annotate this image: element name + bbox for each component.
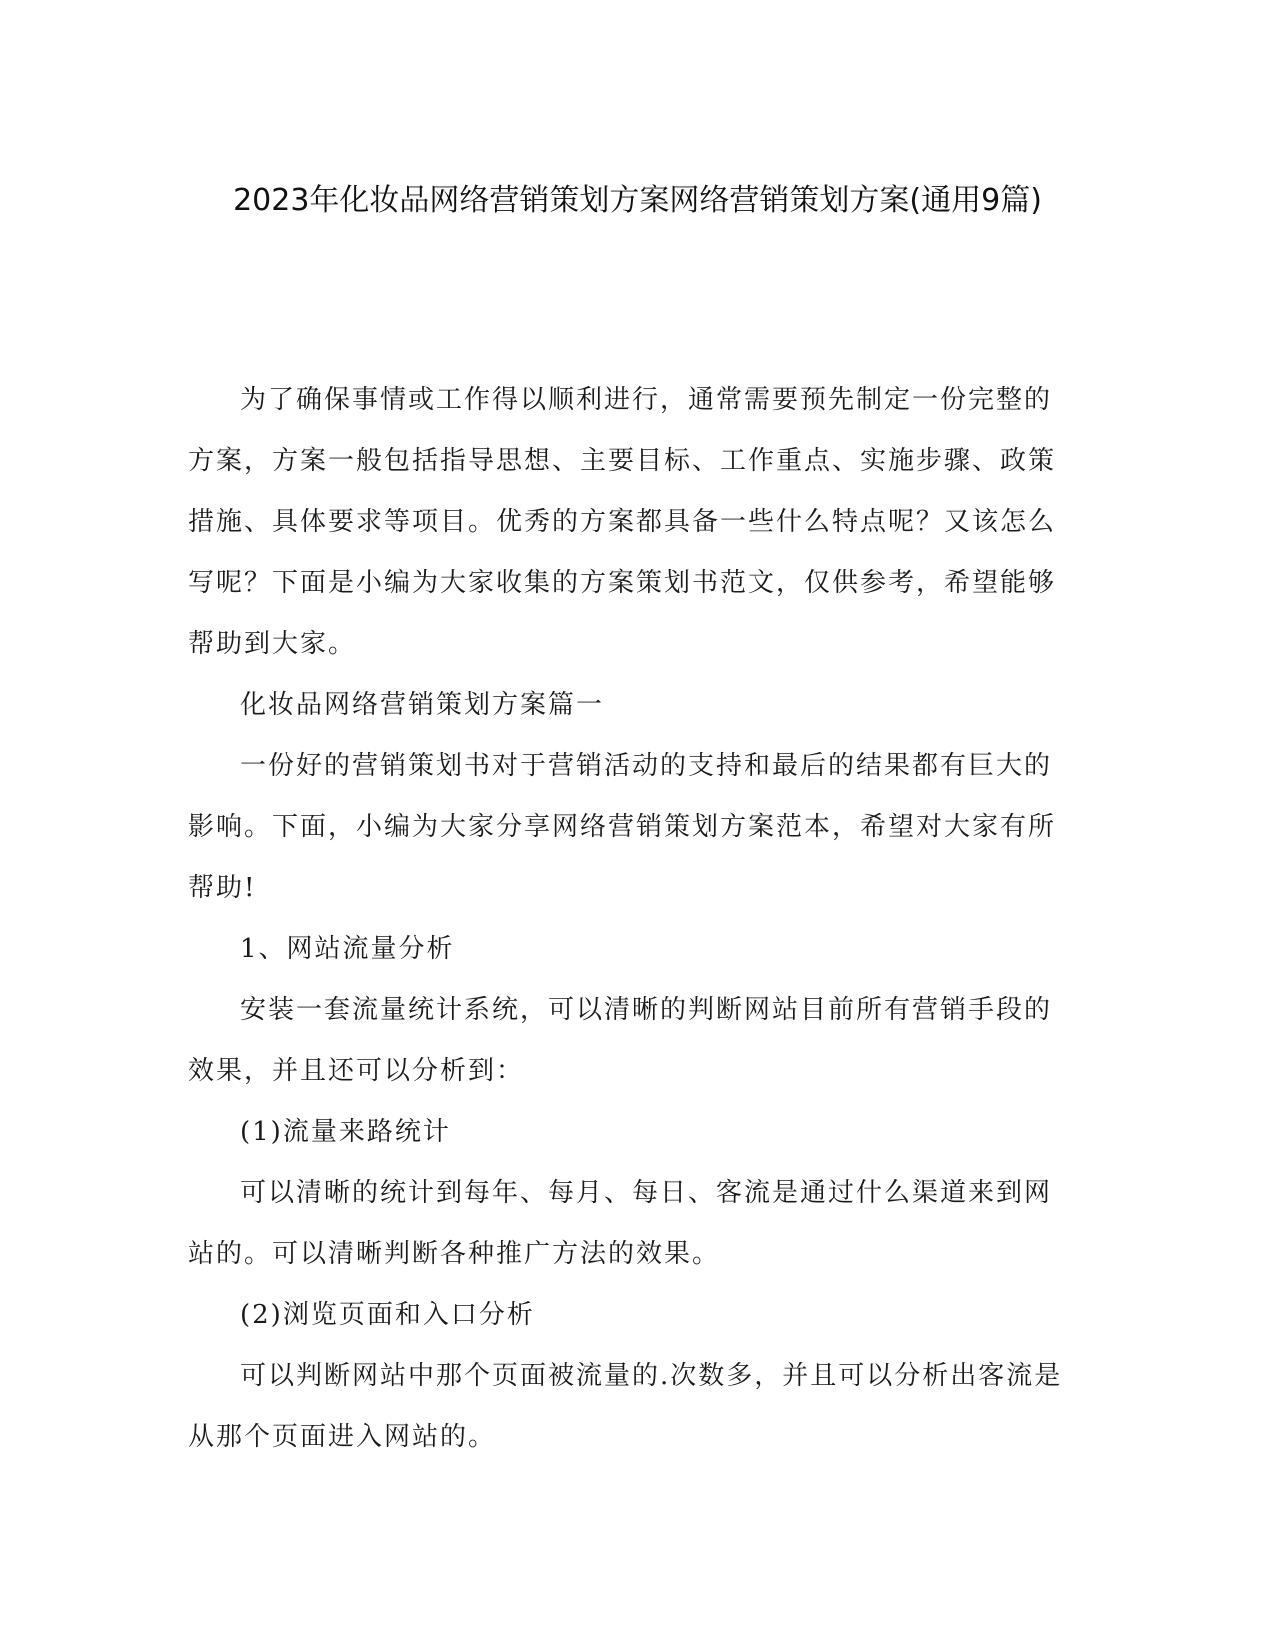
- subheading: 1、网站流量分析: [240, 934, 455, 964]
- document-title: 2023年化妆品网络营销策划方案网络营销策划方案(通用9篇): [233, 183, 1042, 218]
- subheading: (2)浏览页面和入口分析: [240, 1300, 535, 1330]
- section-heading: 化妆品网络营销策划方案篇一: [240, 690, 605, 720]
- subheading: (1)流量来路统计: [240, 1117, 451, 1147]
- paragraph-intro: 为了确保事情或工作得以顺利进行，通常需要预先制定一份完整的方案，方案一般包括指导思想、主要目标、工作重点、实施步骤、政策措施、具体要求等项目。优秀的方案都具备一些什么特点呢？又该怎么写呢？下面是小编为大家收集的方案策划书范文，仅供参考，希望能够帮助到大家。: [188, 385, 1057, 659]
- paragraph: 一份好的营销策划书对于营销活动的支持和最后的结果都有巨大的影响。下面，小编为大家分享网络营销策划方案范本，希望对大家有所帮助!: [188, 751, 1057, 903]
- paragraph: 可以清晰的统计到每年、每月、每日、客流是通过什么渠道来到网站的。可以清晰判断各种推广方法的效果。: [188, 1178, 1053, 1269]
- paragraph: 安装一套流量统计系统，可以清晰的判断网站目前所有营销手段的效果，并且还可以分析到：: [188, 995, 1053, 1086]
- paragraph: 可以判断网站中那个页面被流量的.次数多，并且可以分析出客流是从那个页面进入网站的。: [188, 1361, 1063, 1452]
- document-body: [188, 370, 1078, 1468]
